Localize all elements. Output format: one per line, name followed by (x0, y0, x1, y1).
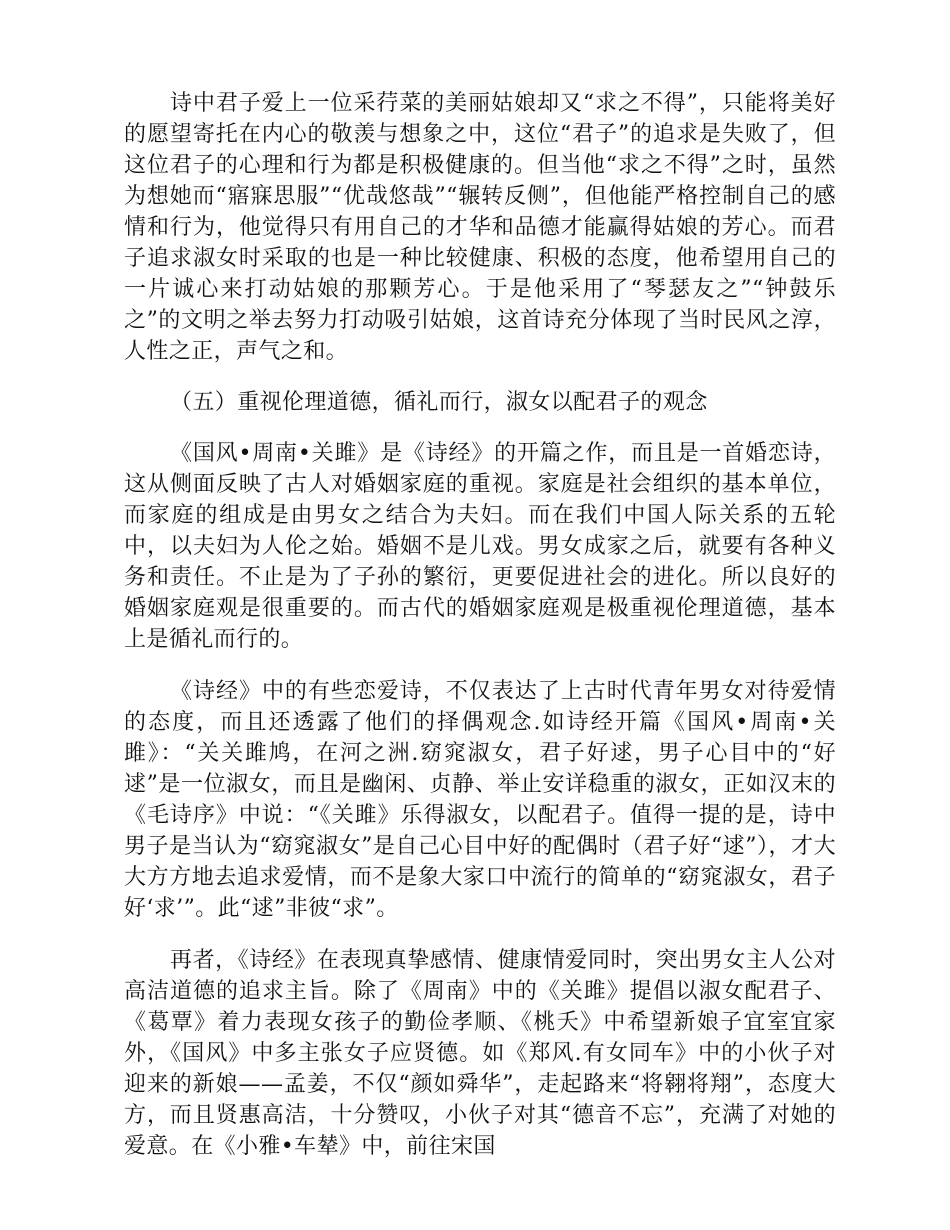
paragraph-4: 再者，《诗经》在表现真挚感情、健康情爱同时，突出男女主人公对高洁道德的追求主旨。除了《周南》中的《关雎》提倡以淑女配君子、《葛覃》着力表现女孩子的勤俭孝顺、《桃夭》中希望新娘子宜室宜家外，《国风》中多主张女子应贤德。如《郑风.有女同车》中的小伙子对迎来的新娘——孟姜，不仅“颜如舜华”，走起路来“将翱将翔”，态度大方，而且贤惠高洁，十分赞叹，小伙子对其“德音不忘”，充满了对她的爱意。在《小雅•车辇》中，前往宋国 (124, 948, 836, 1159)
paragraph-3: 《诗经》中的有些恋爱诗，不仅表达了上古时代青年男女对待爱情的态度，而且还透露了他们的择偶观念.如诗经开篇《国风•周南•关雎》：“关关雎鸠，在河之洲.窈窕淑女，君子好逑，男子心目中的“好逑”是一位淑女，而且是幽闲、贞静、举止安详稳重的淑女，正如汉末的《毛诗序》中说：“《关雎》乐得淑女，以配君子。值得一提的是，诗中男子是当认为“窈窕淑女”是自己心目中好的配偶时（君子好“逑”），才大大方方地去追求爱情，而不是象大家口中流行的简单的“窈窕淑女，君子好‘求’”。此“逑”非彼“求”。 (124, 679, 836, 921)
paragraph-1: 诗中君子爱上一位采荇菜的美丽姑娘却又“求之不得”，只能将美好的愿望寄托在内心的敬羡与想象之中，这位“君子”的追求是失败了，但这位君子的心理和行为都是积极健康的。但当他“求之不得”之时，虽然为想她而“寤寐思服”“优哉悠哉”“辗转反侧”，但他能严格控制自己的感情和行为，他觉得只有用自己的才华和品德才能赢得姑娘的芳心。而君子追求淑女时采取的也是一种比较健康、积极的态度，他希望用自己的一片诚心来打动姑娘的那颗芳心。于是他采用了“琴瑟友之”“钟鼓乐之”的文明之举去努力打动吸引姑娘，这首诗充分体现了当时民风之淳，人性之正，声气之和。 (124, 91, 836, 364)
section-heading: （五）重视伦理道德，循礼而行，淑女以配君子的观念 (170, 390, 708, 415)
document-page (124, 88, 836, 1183)
paragraph-2: 《国风•周南•关雎》是《诗经》的开篇之作，而且是一首婚恋诗，这从侧面反映了古人对婚姻家庭的重视。家庭是社会组织的基本单位，而家庭的组成是由男女之结合为夫妇。而在我们中国人际关系的五轮中，以夫妇为人伦之始。婚姻不是儿戏。男女成家之后，就要有各种义务和责任。不止是为了子孙的繁衍，更要促进社会的进化。所以良好的婚姻家庭观是很重要的。而古代的婚姻家庭观是极重视伦理道德，基本上是循礼而行的。 (124, 441, 836, 652)
